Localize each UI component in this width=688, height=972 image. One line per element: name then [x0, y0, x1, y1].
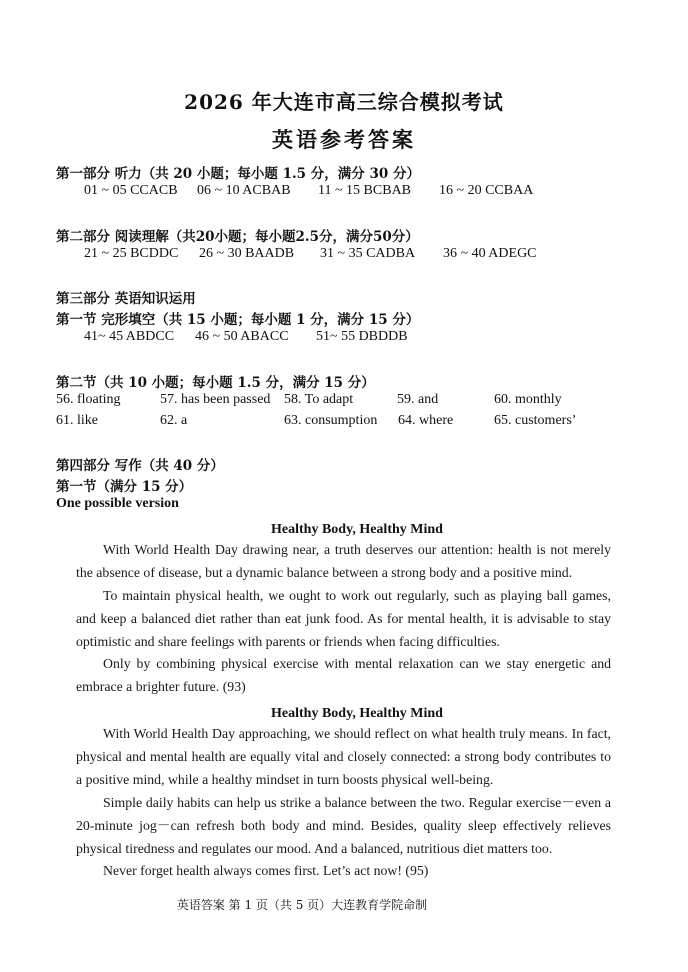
part1-answer: 11 ~ 15 BCBAB [318, 183, 412, 198]
page-footer: 英语答案 第 1 页（共 5 页）大连教育学院命制 [176, 898, 428, 912]
part3-heading: 第三部分 英语知识运用 [56, 291, 196, 307]
part3-section1-answer: 51~ 55 DBDDB [316, 329, 408, 344]
cloze-answer: 60. monthly [494, 392, 562, 407]
part1-heading: 第一部分 听力（共 20 小题；每小题 1.5 分，满分 30 分） [56, 166, 420, 182]
part3-section2-heading: 第二节（共 10 小题；每小题 1.5 分，满分 15 分） [56, 375, 375, 391]
cloze-answer: 59. and [397, 392, 439, 407]
essay1-paragraph: To maintain physical health, we ought to work out regularly, such as playing ball games, and keep a balanced diet rather than eat junk food. As for mental health, it is advisable to stay optimistic and share feelings with parents or friends when facing difficulties. [76, 588, 611, 649]
part1-answer: 01 ~ 05 CCACB [84, 183, 178, 198]
part3-section1-answer: 41~ 45 ABDCC [84, 329, 175, 344]
cloze-answer: 58. To adapt [284, 392, 354, 407]
version-label: One possible version [56, 496, 179, 511]
essay1-title: Healthy Body, Healthy Mind [271, 522, 443, 537]
part2-answer: 26 ~ 30 BAADB [199, 246, 295, 261]
part2-answer: 21 ~ 25 BCDDC [84, 246, 179, 261]
cloze-answer: 65. customers’ [494, 413, 577, 428]
essay2-title: Healthy Body, Healthy Mind [271, 706, 443, 721]
part2-answer: 31 ~ 35 CADBA [320, 246, 416, 261]
cloze-answer: 57. has been passed [160, 392, 271, 407]
part3-section1-heading: 第一节 完形填空（共 15 小题；每小题 1 分，满分 15 分） [56, 312, 420, 328]
essay2-paragraph: With World Health Day approaching, we should reflect on what health truly means. In fact, physical and mental health are equally vital and closely connected: a strong body contributes to a positive mind, while a healthy mindset in turn boosts physical well-being. [76, 726, 611, 787]
essay2-paragraph: Simple daily habits can help us strike a balance between the two. Regular exercise－even a 20-minute jog－can refresh both body and mind. Besides, quality sleep effectively relieves physical tiredness and regulates our mood. And a balanced, nutritious diet matters too. [76, 795, 611, 856]
part4-heading: 第四部分 写作（共 40 分） [56, 458, 224, 474]
part2-heading: 第二部分 阅读理解（共20小题；每小题2.5分，满分50分） [56, 229, 419, 245]
page-title: 2026 年大连市高三综合模拟考试 [184, 90, 504, 114]
essay2-paragraph: Never forget health always comes first. Let’s act now! (95) [103, 863, 429, 878]
cloze-answer: 56. floating [56, 392, 121, 407]
cloze-answer: 61. like [56, 413, 98, 428]
part4-section1-heading: 第一节（满分 15 分） [56, 479, 193, 495]
cloze-answer: 62. a [160, 413, 188, 428]
cloze-answer: 63. consumption [284, 413, 378, 428]
essay1-paragraph: Only by combining physical exercise with mental relaxation can we stay energetic and embrace a brighter future. (93) [76, 656, 611, 694]
cloze-answer: 64. where [398, 413, 454, 428]
essay1-paragraph: With World Health Day drawing near, a truth deserves our attention: health is not merely the absence of disease, but a dynamic balance between a strong body and a positive mind. [76, 542, 611, 580]
part2-answer: 36 ~ 40 ADEGC [443, 246, 537, 261]
part3-section1-answer: 46 ~ 50 ABACC [195, 329, 289, 344]
part1-answer: 06 ~ 10 ACBAB [197, 183, 291, 198]
part1-answer: 16 ~ 20 CCBAA [439, 183, 534, 198]
page-subtitle: 英语参考答案 [272, 127, 416, 152]
